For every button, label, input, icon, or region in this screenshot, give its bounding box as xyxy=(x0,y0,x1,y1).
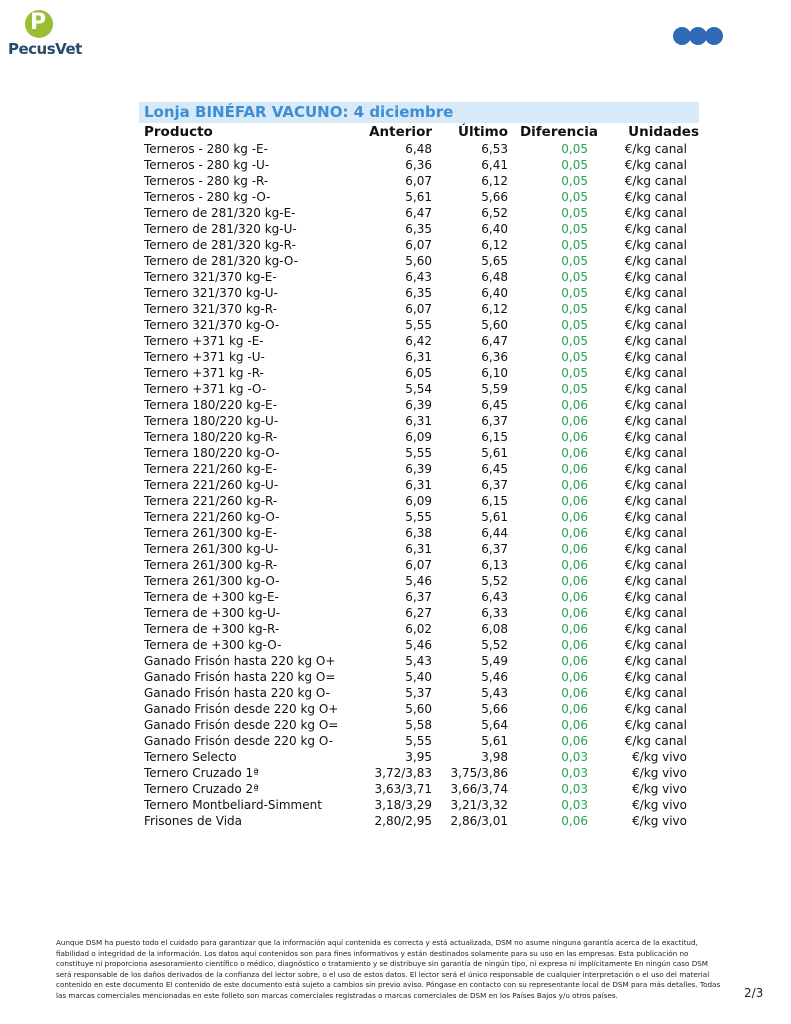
table-row xyxy=(139,717,699,733)
row-latest: 6,33 xyxy=(481,606,508,620)
row-difference: 0,06 xyxy=(561,718,588,732)
row-units: €/kg canal xyxy=(624,702,687,716)
row-units: €/kg canal xyxy=(624,718,687,732)
row-latest: 6,12 xyxy=(481,174,508,188)
table-row xyxy=(139,621,699,637)
table-row xyxy=(139,461,699,477)
row-units: €/kg canal xyxy=(624,142,687,156)
row-latest: 3,66/3,74 xyxy=(450,782,508,796)
row-product: Ternero +371 kg -R- xyxy=(144,366,264,380)
table-row xyxy=(139,525,699,541)
row-units: €/kg canal xyxy=(624,526,687,540)
row-previous: 5,60 xyxy=(405,702,432,716)
row-units: €/kg canal xyxy=(624,302,687,316)
row-units: €/kg canal xyxy=(624,366,687,380)
table-row xyxy=(139,141,699,157)
row-units: €/kg canal xyxy=(624,350,687,364)
table-row xyxy=(139,221,699,237)
row-latest: 6,12 xyxy=(481,238,508,252)
row-product: Ternera 180/220 kg-O- xyxy=(144,446,280,460)
table-row xyxy=(139,445,699,461)
row-latest: 5,59 xyxy=(481,382,508,396)
row-product: Ternero de 281/320 kg-R- xyxy=(144,238,296,252)
row-previous: 5,37 xyxy=(405,686,432,700)
row-difference: 0,06 xyxy=(561,478,588,492)
row-difference: 0,05 xyxy=(561,190,588,204)
pecusvet-logo xyxy=(8,10,82,60)
table-row xyxy=(139,429,699,445)
row-difference: 0,05 xyxy=(561,302,588,316)
row-product: Ternera de +300 kg-U- xyxy=(144,606,281,620)
price-table-section xyxy=(139,102,699,829)
row-difference: 0,06 xyxy=(561,734,588,748)
row-latest: 6,08 xyxy=(481,622,508,636)
row-product: Ganado Frisón hasta 220 kg O= xyxy=(144,670,336,684)
table-row xyxy=(139,301,699,317)
row-latest: 5,43 xyxy=(481,686,508,700)
row-previous: 6,43 xyxy=(405,270,432,284)
row-previous: 6,27 xyxy=(405,606,432,620)
row-latest: 6,53 xyxy=(481,142,508,156)
row-previous: 3,18/3,29 xyxy=(374,798,432,812)
row-units: €/kg canal xyxy=(624,446,687,460)
row-latest: 6,52 xyxy=(481,206,508,220)
row-units: €/kg canal xyxy=(624,622,687,636)
header-product: Producto xyxy=(144,124,213,140)
table-row xyxy=(139,237,699,253)
row-units: €/kg canal xyxy=(624,254,687,268)
row-units: €/kg canal xyxy=(624,190,687,204)
row-difference: 0,03 xyxy=(561,750,588,764)
row-product: Terneros - 280 kg -R- xyxy=(144,174,269,188)
row-product: Ternera 221/260 kg-R- xyxy=(144,494,278,508)
table-row xyxy=(139,349,699,365)
row-units: €/kg canal xyxy=(624,318,687,332)
page-number: 2/3 xyxy=(744,986,764,1000)
row-units: €/kg canal xyxy=(624,734,687,748)
row-previous: 6,48 xyxy=(405,142,432,156)
row-latest: 6,45 xyxy=(481,398,508,412)
row-product: Ternero +371 kg -U- xyxy=(144,350,265,364)
row-difference: 0,06 xyxy=(561,654,588,668)
row-product: Ternera 261/300 kg-O- xyxy=(144,574,280,588)
row-product: Ternera 180/220 kg-R- xyxy=(144,430,278,444)
row-product: Ternero 321/370 kg-U- xyxy=(144,286,278,300)
table-row xyxy=(139,589,699,605)
row-previous: 6,09 xyxy=(405,430,432,444)
row-latest: 6,40 xyxy=(481,222,508,236)
row-units: €/kg canal xyxy=(624,606,687,620)
row-latest: 5,66 xyxy=(481,190,508,204)
row-product: Ternera 180/220 kg-U- xyxy=(144,414,279,428)
row-latest: 6,12 xyxy=(481,302,508,316)
table-row xyxy=(139,701,699,717)
table-row xyxy=(139,669,699,685)
row-units: €/kg canal xyxy=(624,414,687,428)
row-previous: 6,07 xyxy=(405,174,432,188)
row-previous: 5,55 xyxy=(405,510,432,524)
row-product: Ternero de 281/320 kg-E- xyxy=(144,206,296,220)
row-units: €/kg canal xyxy=(624,174,687,188)
row-previous: 5,55 xyxy=(405,446,432,460)
row-latest: 6,37 xyxy=(481,414,508,428)
row-difference: 0,06 xyxy=(561,638,588,652)
row-previous: 6,05 xyxy=(405,366,432,380)
table-row xyxy=(139,541,699,557)
row-previous: 6,39 xyxy=(405,398,432,412)
row-latest: 6,43 xyxy=(481,590,508,604)
table-row xyxy=(139,493,699,509)
row-latest: 6,15 xyxy=(481,430,508,444)
row-previous: 5,55 xyxy=(405,734,432,748)
row-units: €/kg canal xyxy=(624,382,687,396)
row-previous: 6,31 xyxy=(405,478,432,492)
row-previous: 6,42 xyxy=(405,334,432,348)
row-product: Ternero 321/370 kg-O- xyxy=(144,318,280,332)
row-product: Ternera 261/300 kg-E- xyxy=(144,526,277,540)
table-row xyxy=(139,413,699,429)
row-previous: 3,72/3,83 xyxy=(374,766,432,780)
row-difference: 0,06 xyxy=(561,622,588,636)
row-difference: 0,05 xyxy=(561,350,588,364)
row-previous: 5,46 xyxy=(405,574,432,588)
row-product: Ternera de +300 kg-R- xyxy=(144,622,280,636)
header-difference: Diferencia xyxy=(519,124,598,140)
row-latest: 5,61 xyxy=(481,446,508,460)
row-latest: 6,37 xyxy=(481,478,508,492)
row-previous: 5,61 xyxy=(405,190,432,204)
row-difference: 0,05 xyxy=(561,334,588,348)
row-difference: 0,06 xyxy=(561,814,588,828)
row-latest: 5,49 xyxy=(481,654,508,668)
table-row xyxy=(139,781,699,797)
row-previous: 6,02 xyxy=(405,622,432,636)
row-previous: 6,07 xyxy=(405,302,432,316)
row-previous: 6,35 xyxy=(405,286,432,300)
table-row xyxy=(139,381,699,397)
row-units: €/kg vivo xyxy=(632,798,687,812)
row-difference: 0,06 xyxy=(561,542,588,556)
row-latest: 6,47 xyxy=(481,334,508,348)
row-units: €/kg canal xyxy=(624,334,687,348)
row-previous: 5,55 xyxy=(405,318,432,332)
row-units: €/kg vivo xyxy=(632,750,687,764)
table-row xyxy=(139,797,699,813)
row-latest: 5,61 xyxy=(481,510,508,524)
table-row xyxy=(139,509,699,525)
row-difference: 0,05 xyxy=(561,158,588,172)
row-latest: 6,45 xyxy=(481,462,508,476)
row-previous: 5,40 xyxy=(405,670,432,684)
table-row xyxy=(139,749,699,765)
row-latest: 5,52 xyxy=(481,638,508,652)
row-difference: 0,05 xyxy=(561,174,588,188)
row-latest: 5,61 xyxy=(481,734,508,748)
row-previous: 6,36 xyxy=(405,158,432,172)
row-product: Ganado Frisón desde 220 kg O+ xyxy=(144,702,339,716)
row-previous: 6,31 xyxy=(405,414,432,428)
row-latest: 6,41 xyxy=(481,158,508,172)
table-row xyxy=(139,477,699,493)
row-previous: 5,58 xyxy=(405,718,432,732)
row-previous: 5,46 xyxy=(405,638,432,652)
table-row xyxy=(139,189,699,205)
row-units: €/kg canal xyxy=(624,670,687,684)
table-row xyxy=(139,813,699,829)
row-previous: 6,07 xyxy=(405,238,432,252)
row-previous: 5,54 xyxy=(405,382,432,396)
row-product: Ganado Frisón hasta 220 kg O- xyxy=(144,686,330,700)
row-units: €/kg canal xyxy=(624,462,687,476)
row-difference: 0,06 xyxy=(561,686,588,700)
row-difference: 0,06 xyxy=(561,494,588,508)
row-difference: 0,05 xyxy=(561,270,588,284)
row-difference: 0,06 xyxy=(561,430,588,444)
row-difference: 0,06 xyxy=(561,398,588,412)
row-product: Frisones de Vida xyxy=(144,814,243,828)
row-product: Ternera 261/300 kg-U- xyxy=(144,542,279,556)
table-row xyxy=(139,205,699,221)
row-previous: 6,39 xyxy=(405,462,432,476)
row-product: Ternero Cruzado 2ª xyxy=(144,782,259,796)
row-product: Terneros - 280 kg -O- xyxy=(144,190,271,204)
table-header-row xyxy=(139,123,699,141)
row-product: Ternero +371 kg -O- xyxy=(144,382,267,396)
row-units: €/kg vivo xyxy=(632,814,687,828)
row-previous: 5,60 xyxy=(405,254,432,268)
row-latest: 6,37 xyxy=(481,542,508,556)
row-units: €/kg canal xyxy=(624,654,687,668)
header-latest: Último xyxy=(457,124,508,140)
row-previous: 6,31 xyxy=(405,350,432,364)
row-product: Ternero de 281/320 kg-U- xyxy=(144,222,297,236)
row-latest: 5,64 xyxy=(481,718,508,732)
table-row xyxy=(139,733,699,749)
row-latest: 5,52 xyxy=(481,574,508,588)
row-difference: 0,06 xyxy=(561,558,588,572)
row-units: €/kg vivo xyxy=(632,766,687,780)
row-product: Ternera 180/220 kg-E- xyxy=(144,398,277,412)
row-units: €/kg canal xyxy=(624,238,687,252)
row-difference: 0,06 xyxy=(561,590,588,604)
row-product: Ganado Frisón hasta 220 kg O+ xyxy=(144,654,336,668)
row-latest: 5,66 xyxy=(481,702,508,716)
table-row xyxy=(139,637,699,653)
table-row xyxy=(139,397,699,413)
table-title: Lonja BINÉFAR VACUNO: 4 diciembre xyxy=(139,102,699,123)
row-units: €/kg canal xyxy=(624,590,687,604)
table-row xyxy=(139,605,699,621)
row-difference: 0,05 xyxy=(561,238,588,252)
row-difference: 0,06 xyxy=(561,526,588,540)
row-units: €/kg vivo xyxy=(632,782,687,796)
row-units: €/kg canal xyxy=(624,574,687,588)
row-difference: 0,03 xyxy=(561,782,588,796)
row-product: Ternero +371 kg -E- xyxy=(144,334,264,348)
row-latest: 2,86/3,01 xyxy=(450,814,508,828)
row-units: €/kg canal xyxy=(624,222,687,236)
table-row xyxy=(139,157,699,173)
row-difference: 0,06 xyxy=(561,510,588,524)
row-difference: 0,03 xyxy=(561,798,588,812)
row-previous: 6,37 xyxy=(405,590,432,604)
row-units: €/kg canal xyxy=(624,686,687,700)
row-product: Ternera de +300 kg-E- xyxy=(144,590,279,604)
row-previous: 6,38 xyxy=(405,526,432,540)
row-product: Ternero 321/370 kg-E- xyxy=(144,270,277,284)
row-units: €/kg canal xyxy=(624,286,687,300)
row-difference: 0,05 xyxy=(561,206,588,220)
row-latest: 6,15 xyxy=(481,494,508,508)
price-table xyxy=(139,123,699,829)
row-product: Ternero 321/370 kg-R- xyxy=(144,302,277,316)
row-latest: 3,98 xyxy=(481,750,508,764)
row-latest: 6,10 xyxy=(481,366,508,380)
row-product: Ternero Selecto xyxy=(144,750,237,764)
row-difference: 0,06 xyxy=(561,574,588,588)
row-units: €/kg canal xyxy=(624,270,687,284)
row-latest: 3,21/3,32 xyxy=(450,798,508,812)
row-units: €/kg canal xyxy=(624,430,687,444)
row-product: Ganado Frisón desde 220 kg O= xyxy=(144,718,339,732)
table-row xyxy=(139,573,699,589)
dot-icon xyxy=(705,27,723,45)
row-difference: 0,03 xyxy=(561,766,588,780)
row-product: Ternera 221/260 kg-U- xyxy=(144,478,279,492)
row-product: Ternero Montbeliard-Simment xyxy=(144,798,322,812)
row-difference: 0,05 xyxy=(561,318,588,332)
row-difference: 0,05 xyxy=(561,222,588,236)
table-row xyxy=(139,269,699,285)
row-latest: 6,13 xyxy=(481,558,508,572)
table-row xyxy=(139,333,699,349)
row-units: €/kg canal xyxy=(624,206,687,220)
row-difference: 0,06 xyxy=(561,446,588,460)
table-row xyxy=(139,365,699,381)
row-difference: 0,05 xyxy=(561,142,588,156)
table-row xyxy=(139,653,699,669)
header-previous: Anterior xyxy=(369,124,432,140)
table-row xyxy=(139,685,699,701)
row-units: €/kg canal xyxy=(624,542,687,556)
logo-letter: P xyxy=(30,10,47,35)
row-difference: 0,05 xyxy=(561,254,588,268)
row-product: Terneros - 280 kg -U- xyxy=(144,158,270,172)
row-product: Terneros - 280 kg -E- xyxy=(144,142,268,156)
row-product: Ternero de 281/320 kg-O- xyxy=(144,254,299,268)
row-difference: 0,05 xyxy=(561,382,588,396)
table-row xyxy=(139,557,699,573)
row-difference: 0,06 xyxy=(561,606,588,620)
row-product: Ternera 221/260 kg-E- xyxy=(144,462,277,476)
row-previous: 2,80/2,95 xyxy=(374,814,432,828)
row-latest: 5,65 xyxy=(481,254,508,268)
row-units: €/kg canal xyxy=(624,638,687,652)
row-latest: 6,40 xyxy=(481,286,508,300)
row-difference: 0,06 xyxy=(561,414,588,428)
row-product: Ternero Cruzado 1ª xyxy=(144,766,259,780)
row-product: Ternera 261/300 kg-R- xyxy=(144,558,278,572)
row-previous: 6,07 xyxy=(405,558,432,572)
header-units: Unidades xyxy=(628,124,699,140)
table-row xyxy=(139,317,699,333)
row-units: €/kg canal xyxy=(624,510,687,524)
row-latest: 6,48 xyxy=(481,270,508,284)
row-difference: 0,05 xyxy=(561,366,588,380)
table-row xyxy=(139,253,699,269)
row-units: €/kg canal xyxy=(624,398,687,412)
row-units: €/kg canal xyxy=(624,494,687,508)
table-row xyxy=(139,285,699,301)
row-previous: 5,43 xyxy=(405,654,432,668)
row-latest: 6,44 xyxy=(481,526,508,540)
row-previous: 6,47 xyxy=(405,206,432,220)
row-latest: 6,36 xyxy=(481,350,508,364)
row-latest: 3,75/3,86 xyxy=(450,766,508,780)
row-product: Ternera de +300 kg-O- xyxy=(144,638,282,652)
row-previous: 6,35 xyxy=(405,222,432,236)
row-latest: 5,46 xyxy=(481,670,508,684)
row-units: €/kg canal xyxy=(624,478,687,492)
row-product: Ganado Frisón desde 220 kg O- xyxy=(144,734,333,748)
table-row xyxy=(139,173,699,189)
row-previous: 3,95 xyxy=(405,750,432,764)
row-previous: 6,09 xyxy=(405,494,432,508)
row-product: Ternera 221/260 kg-O- xyxy=(144,510,280,524)
row-previous: 3,63/3,71 xyxy=(374,782,432,796)
dsm-dots-logo xyxy=(673,27,723,45)
row-difference: 0,06 xyxy=(561,702,588,716)
table-row xyxy=(139,765,699,781)
row-difference: 0,06 xyxy=(561,670,588,684)
logo-text: PecusVet xyxy=(8,40,82,58)
row-difference: 0,06 xyxy=(561,462,588,476)
row-units: €/kg canal xyxy=(624,158,687,172)
row-latest: 5,60 xyxy=(481,318,508,332)
row-previous: 6,31 xyxy=(405,542,432,556)
row-difference: 0,05 xyxy=(561,286,588,300)
disclaimer-text: Aunque DSM ha puesto todo el cuidado para garantizar que la información aquí contenida es correcta y está actualizada, DSM no asume ninguna garantía acerca de la exactitud, fiabilidad o integridad de la información. Los datos aquí contenidos son para fines informativos y están destinados solamente para su uso en las empresas. Esta publicación no constituye ni proporciona asesoramiento científico o médico, diagnóstico o tratamiento y se distribuye sin garantía de ningún tipo, ni expresa ni implícitamente En ningún caso DSM será responsable de los daños derivados de la confianza del lector sobre, o el uso de estos datos. El lector será el único responsable de cualquier interpretación o el uso del material contenido en este documento El contenido de este documento está sujeto a cambios sin previo aviso. Póngase en contacto con su representante local de DSM para más detalles. Todas las marcas comerciales mencionadas en este folleto son marcas comerciales registradas o marcas comerciales de DSM en los Países Bajos y/u otros países. xyxy=(56,938,721,1000)
row-units: €/kg canal xyxy=(624,558,687,572)
